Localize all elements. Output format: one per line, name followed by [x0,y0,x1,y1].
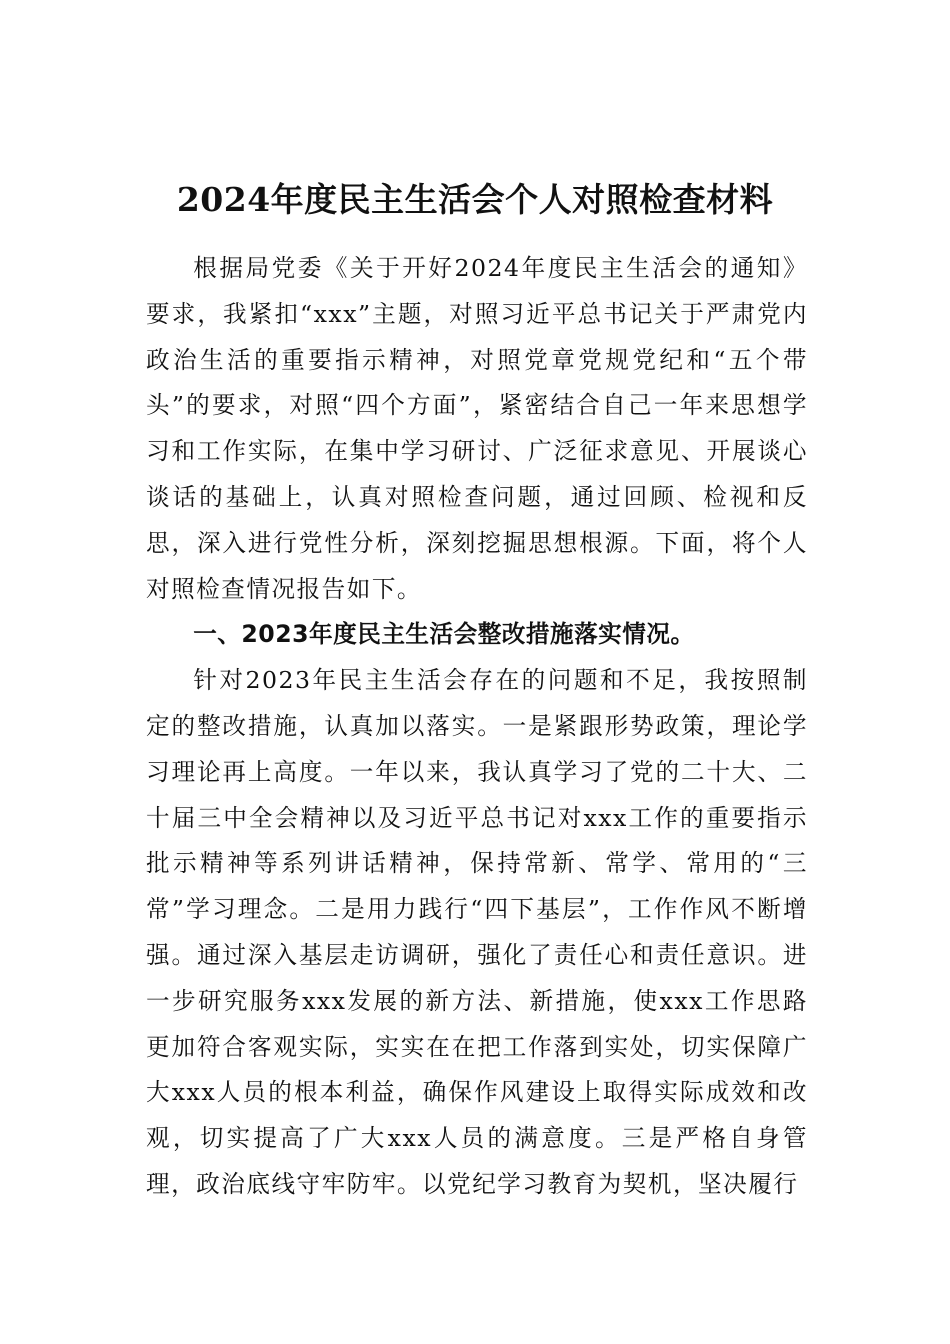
section-1-heading: 一、2023年度民主生活会整改措施落实情况。 [193,620,695,649]
intro-paragraph: 根据局党委《关于开好2024年度民主生活会的通知》要求，我紧扣“xxx”主题，对照习近平总书记关于严肃党内政治生活的重要指示精神，对照党章党规党纪和“五个带头”的要求，对照“四个方面”，紧密结合自己一年来思想学习和工作实际，在集中学习研讨、广泛征求意见、开展谈心谈话的基础上，认真对照检查问题，通过回顾、检视和反思，深入进行党性分析，深刻挖掘思想根源。下面，将个人对照检查情况报告如下。 [146,254,808,603]
document-title: 2024年度民主生活会个人对照检查材料 [176,180,774,219]
document-body [146,246,808,1208]
section-1-paragraph: 针对2023年民主生活会存在的问题和不足，我按照制定的整改措施，认真加以落实。一是紧跟形势政策，理论学习理论再上高度。一年以来，我认真学习了党的二十大、二十届三中全会精神以及习近平总书记对xxx工作的重要指示批示精神等系列讲话精神，保持常新、常学、常用的“三常”学习理念。二是用力践行“四下基层”，工作作风不断增强。通过深入基层走访调研，强化了责任心和责任意识。进一步研究服务xxx发展的新方法、新措施，使xxx工作思路更加符合客观实际，实实在在把工作落到实处，切实保障广大xxx人员的根本利益，确保作风建设上取得实际成效和改观，切实提高了广大xxx人员的满意度。三是严格自身管理，政治底线守牢防牢。以党纪学习教育为契机，坚决履行 [146,666,808,1198]
